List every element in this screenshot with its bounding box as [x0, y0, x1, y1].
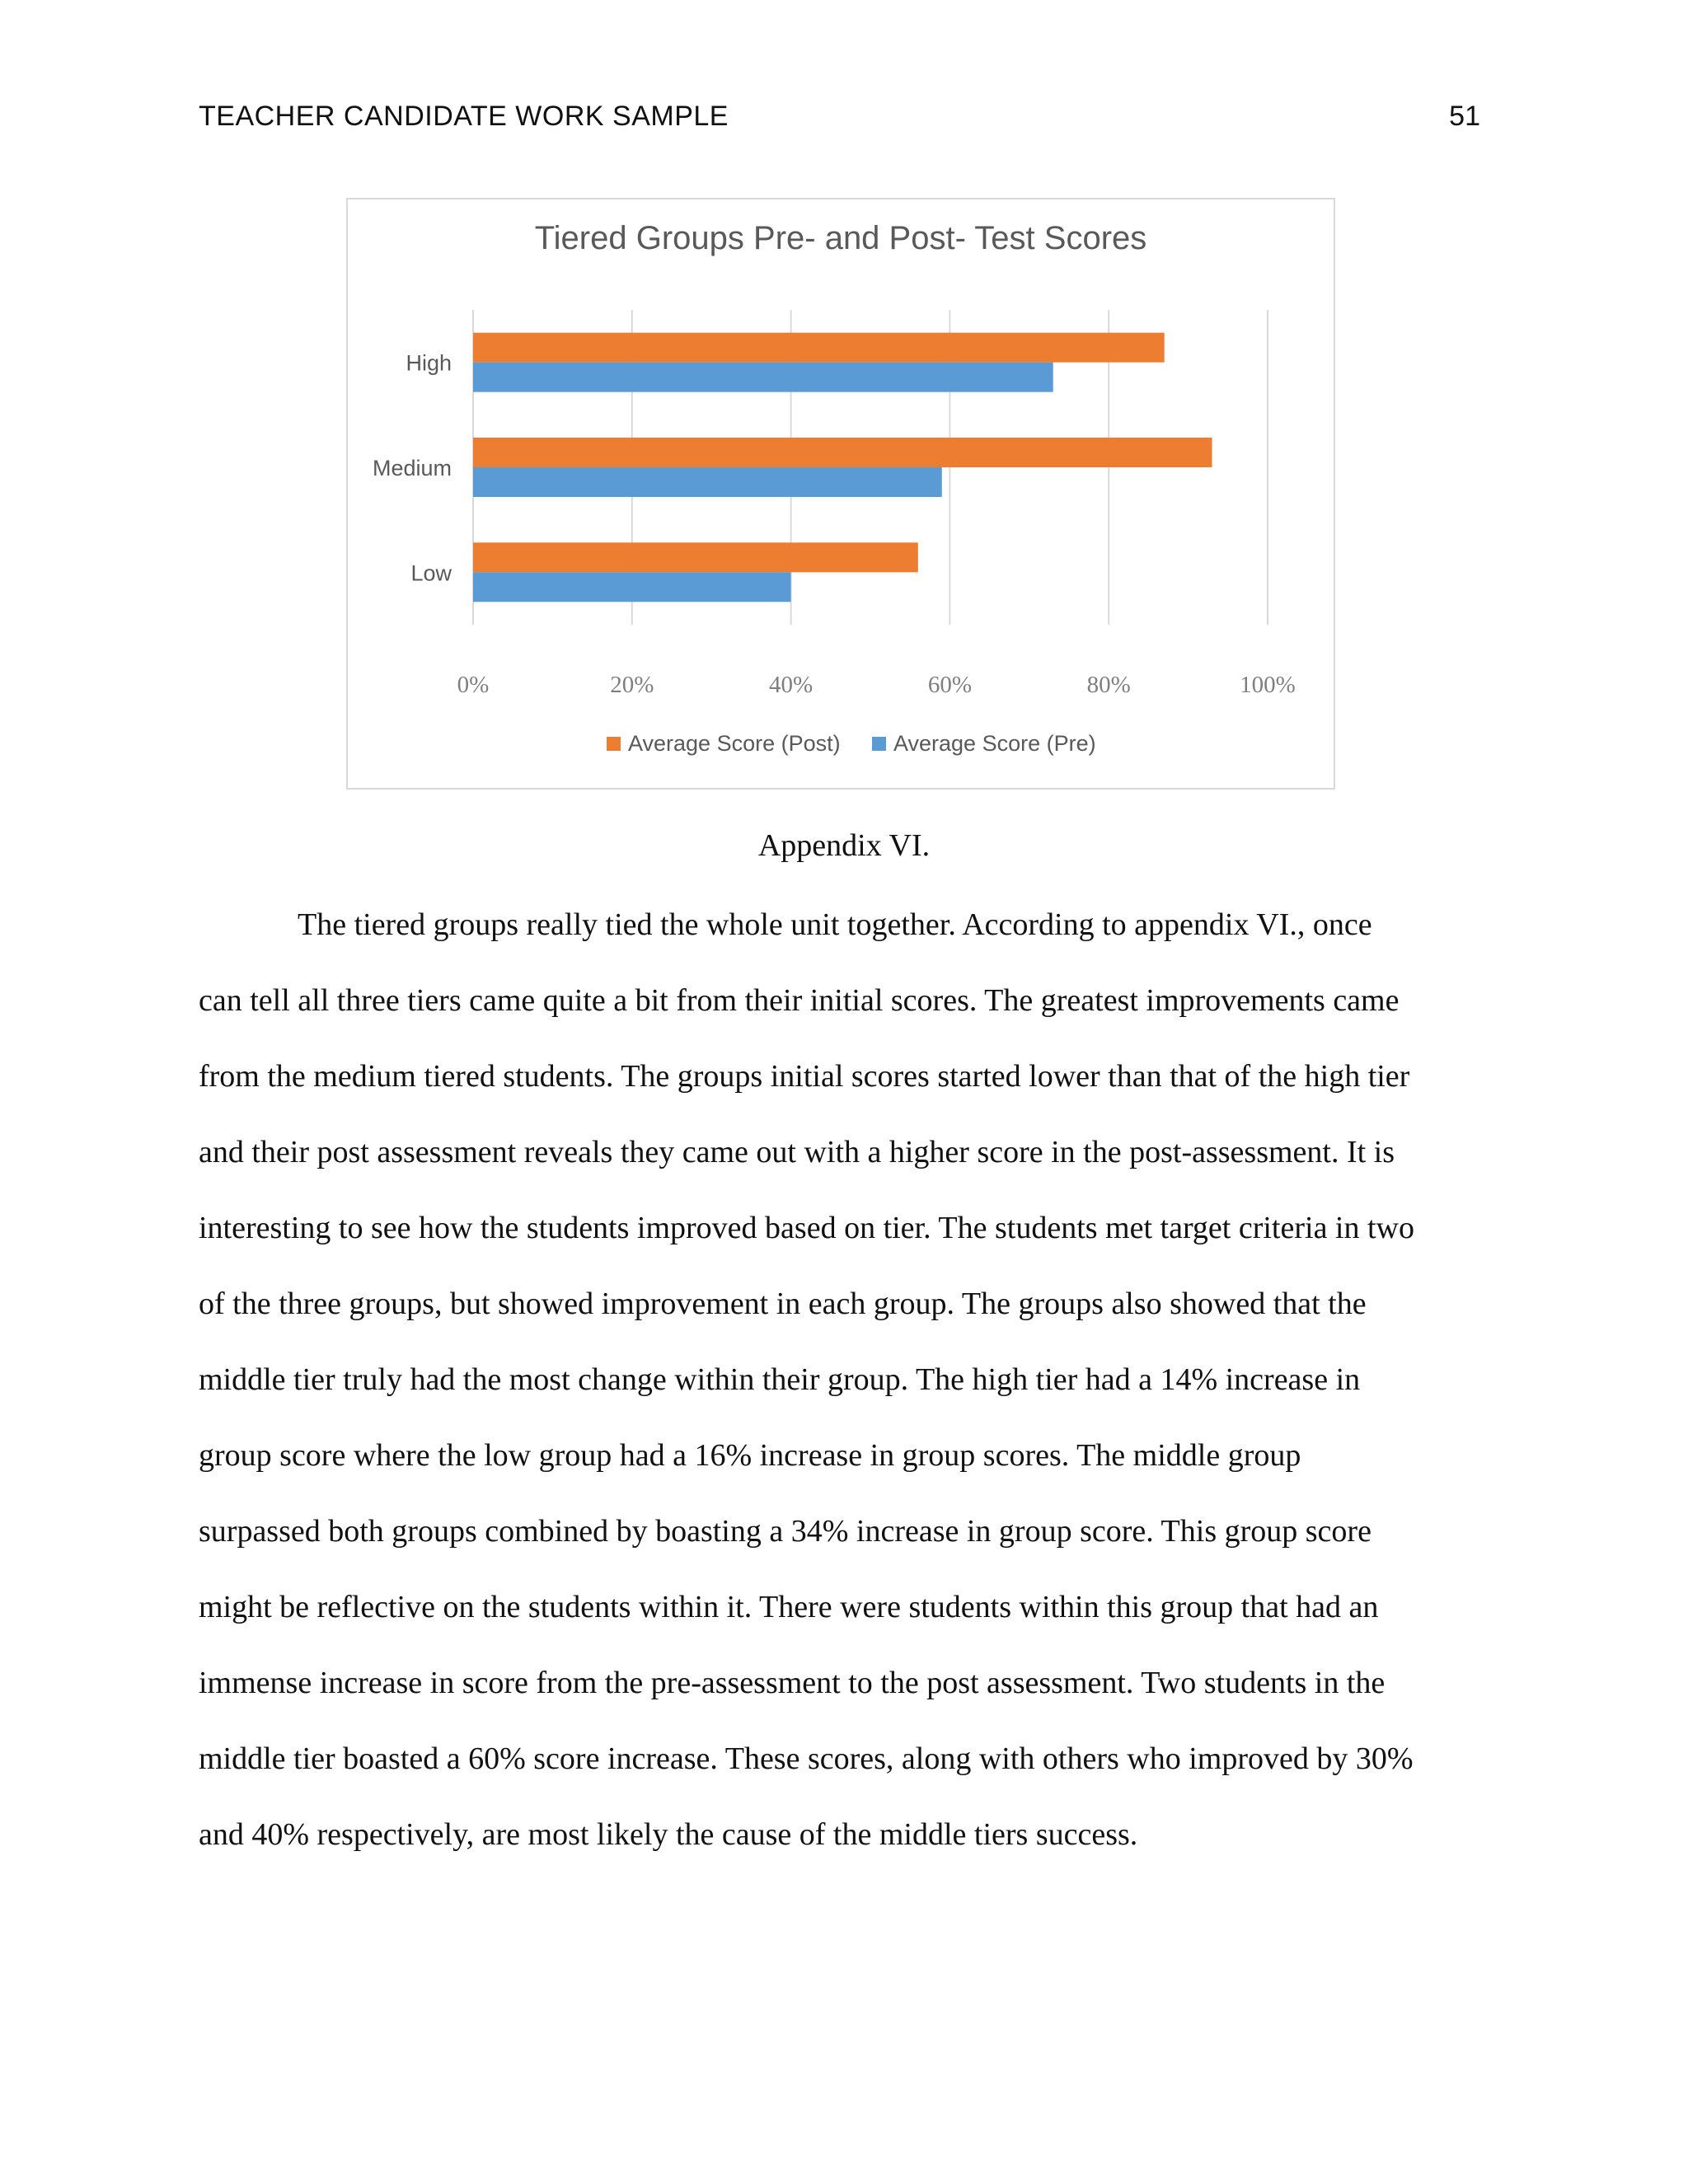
chart-legend: [607, 731, 1096, 756]
category-label: Low: [410, 560, 452, 586]
x-tick-label: 100%: [1240, 672, 1296, 698]
bar-high-pre: [473, 363, 1053, 392]
paragraph-line: immense increase in score from the pre-assessment to the post assessment. Two students in the: [199, 1666, 1386, 1700]
category-label: High: [406, 350, 452, 376]
page-number: 51: [1449, 101, 1480, 132]
x-tick-label: 0%: [457, 672, 490, 698]
paragraph-line: of the three groups, but showed improvement in each group. The groups also showed that the: [199, 1286, 1367, 1321]
body-paragraph: [199, 900, 1501, 1886]
paragraph-line: and 40% respectively, are most likely the cause of the middle tiers success.: [199, 1817, 1138, 1852]
paragraph-line: The tiered groups really tied the whole unit together. According to appendix VI., once: [298, 907, 1372, 942]
bar-chart: [348, 199, 1334, 788]
legend-label-pre: Average Score (Pre): [893, 731, 1096, 756]
paragraph-line: might be reflective on the students within it. There were students within this group that had an: [199, 1590, 1379, 1624]
legend-swatch-post: [607, 737, 621, 751]
chart-title: Tiered Groups Pre- and Post- Test Scores: [534, 220, 1147, 256]
bar-medium-pre: [473, 467, 942, 497]
x-tick-label: 60%: [927, 672, 972, 698]
paragraph-line: interesting to see how the students improved based on tier. The students met target criteria in two: [199, 1211, 1414, 1245]
x-tick-label: 20%: [610, 672, 654, 698]
legend-label-post: Average Score (Post): [628, 731, 841, 756]
bar-low-pre: [473, 572, 791, 602]
legend-swatch-pre: [872, 737, 886, 751]
running-head: TEACHER CANDIDATE WORK SAMPLE: [199, 101, 729, 132]
x-tick-label: 80%: [1086, 672, 1131, 698]
paragraph-line: from the medium tiered students. The groups initial scores started lower than that of the high tier: [199, 1059, 1410, 1094]
category-label: Medium: [372, 456, 452, 480]
paragraph-line: middle tier boasted a 60% score increase. These scores, along with others who improved by 30%: [199, 1741, 1414, 1776]
chart-category-labels: [373, 351, 452, 586]
chart-frame: [346, 198, 1335, 790]
paragraph-line: middle tier truly had the most change within their group. The high tier had a 14% increase in: [199, 1362, 1361, 1397]
paragraph-line: and their post assessment reveals they came out with a higher score in the post-assessment. It is: [199, 1135, 1395, 1169]
bar-high-post: [473, 333, 1165, 363]
figure-caption: Appendix VI.: [757, 828, 931, 863]
chart-x-ticks: [457, 672, 1296, 698]
paragraph-line: surpassed both groups combined by boasting a 34% increase in group score. This group score: [199, 1514, 1372, 1549]
bar-medium-post: [473, 438, 1212, 467]
chart-bars: [473, 333, 1212, 602]
x-tick-label: 40%: [769, 672, 814, 698]
paragraph-line: can tell all three tiers came quite a bit from their initial scores. The greatest improvements came: [199, 983, 1400, 1018]
paragraph-line: group score where the low group had a 16% increase in group scores. The middle group: [199, 1438, 1301, 1473]
bar-low-post: [473, 542, 918, 572]
